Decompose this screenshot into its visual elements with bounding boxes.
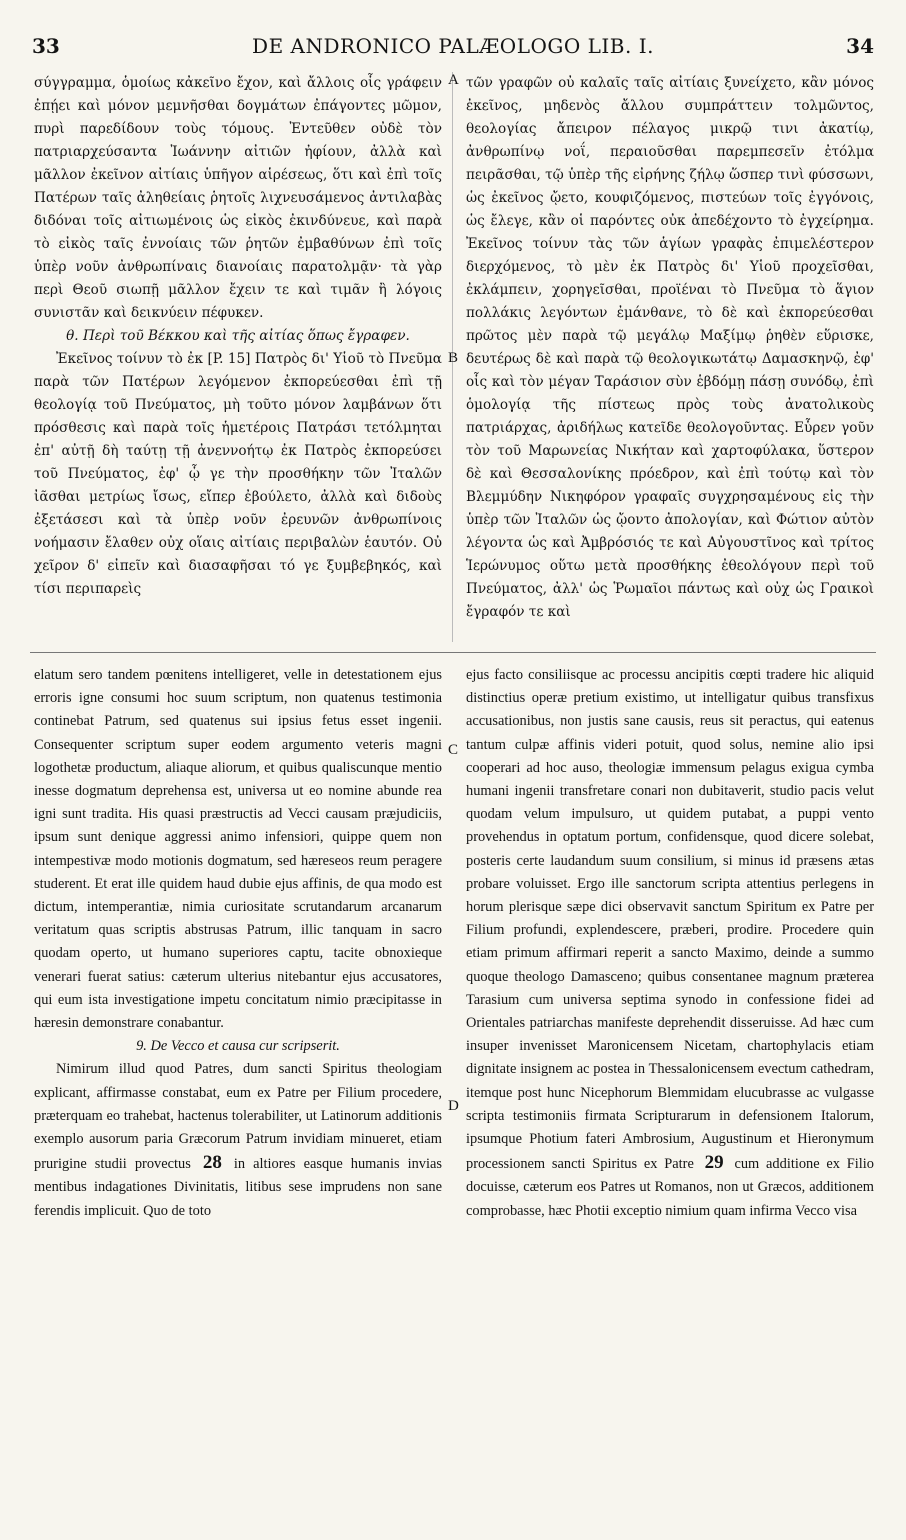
page-number-left: 33: [32, 34, 60, 58]
greek-right-paragraph-1: τῶν γραφῶν οὐ καλαῖς ταῖς αἰτίαις ξυνείχετο, κἂν μόνος ἐκεῖνος, μηδενὸς ἄλλου συμπράττειν τολμῶντος, θεολογίας ἄπειρον πέλαγος μικρῷ τινι ἀκατίῳ, ἀνθρωπίνῳ νοΐ, περαιοῦσθαι παρεμπεσεῖν ἐτόλμα πειρᾶσθαι, τῷ ὑπὲρ τῆς εἰρήνης ζήλῳ ὥσπερ τινὶ φύσσωνι, ὡς ἐκεῖνος ᾤετο, κουφιζόμενος, πιστεύων τοῖς ἐγγόνοις, ὡς ἔλεγε, κἂν οἱ παρόντες οὐκ ἀπεδέχοντο τὸ ἐγχείρημα. Ἐκεῖνος τοίνυν τὰς τῶν ἁγίων γραφὰς ἐπιμελέστερον διερχόμενος, τὸ μὲν ἐκ Πατρὸς δι' Υἱοῦ προχεῖσθαι, ἐκλάμπειν, χορηγεῖσθαι, προϊέναι τὸ Πνεῦμα τὸ ἅγιον πολλάκις λεγόντων ἐμάνθανε, τὸ δὲ καὶ ἐκπορεύεσθαι πρῶτος μὲν παρὰ τῷ μεγάλῳ Μαξίμῳ ῥηθὲν εὕρισκε, δευτέρως δὲ καὶ παρὰ τῷ θεολογικωτάτῳ Δαμασκηνῷ, ἐφ' οἷς καὶ τὸν μέγαν Ταράσιον σὺν ἑβδόμῃ πάσῃ συνόδῳ, ἐπὶ ὁμολογίᾳ τῆς πίστεως πρὸς τοὺς ἀνατολικοὺς πατριάρχας, ἀριδήλως κατεῖδε θεολογοῦντας. Εὗρεν γοῦν τὸν τοῦ Μαρωνείας Νικήταν καὶ χαρτοφύλακα, ὕστερον δὲ καὶ Θεσσαλονίκης πρόεδρον, καὶ ἐπὶ τούτῳ καὶ τὸν Βλεμμύδην Νικηφόρον γραφαῖς συγχρησαμένους εἰς τὴν ὑπὲρ τῶν Ἰταλῶν ὡς ᾤοντο ἀπολογίαν, καὶ Φώτιον αὐτὸν λέγοντα ὡς καὶ Ἀμβρόσιός τε καὶ Αὐγουστῖνος καὶ τρίτος Ἱερώνυμος οὕτω μετὰ προσθήκης ἐθεολόγουν περὶ τοῦ Πνεύματος, ἀλλ' ὡς Ῥωμαῖοι πάντως καὶ οὐχ ὡς Γραικοὶ ἔγραφόν τε καὶ: [466, 75, 874, 620]
column-number-28: 28: [202, 1152, 222, 1174]
running-title: DE ANDRONICO PALÆOLOGO LIB. I.: [252, 34, 654, 58]
latin-left-paragraph-1: elatum sero tandem pœnitens intelligeret, velle in detestationem ejus erroris igne consumi hoc suum scriptum, non quatenus testimonia continebat Patrum, sed quatenus sui ipsius fetus esset ingenii. Consequenter scriptum super eodem argumento veteris magni logothetæ productum, aliaque aliorum, et quibus qualiscunque mentio inesse dogmatum deprehensa est, universa ut eo nomine abunde rea igni sunt tradita. His quasi præstructis ad Vecci causam præjudiciis, ipsum sunt denique aggressi animo infensiori, quippe quem non intempestivæ modo motionis dogmatum, sed hæreseos reum peragere studerent. Et erat ille quidem haud dubie ejus affinis, de qua modo est dictum, intemperantiæ, nimia curiositate scrutandarum arcanarum veritatum quas scriptis abstrusas Patrum, illic tanquam in sacro quodam operto, ut humano superiores captu, tacite obnoxieque venerari fuerat satius: cæterum ulterius nitebantur ejus accusatores, qui eum ista investigatione impetu concitatum nimio præcipitasse in hæresin demonstrare conabantur.: [34, 667, 442, 1032]
greek-left-paragraph-2: Ἐκεῖνος τοίνυν τὸ ἐκ [P. 15] Πατρὸς δι' Υἱοῦ τὸ Πνεῦμα παρὰ τῶν Πατέρων λεγόμενον ἐκπορεύεσθαι ἐπὶ τῇ θεολογίᾳ τοῦ Πνεύματος, μὴ τοῦτο μόνον λαμβάνων ὅτι πρόσθεσις καὶ παρὰ τοῖς ἡμετέροις Πατράσι τετόλμηται ἐπ' αὐτῇ δὴ ταύτῃ τῇ ἀνεννοήτῳ ἐκ Πατρὸς ἐκπορεύσει τοῦ Πνεύματος, ἐφ' ᾧ γε τὴν προσθήκην τῶν Ἰταλῶν ἰᾶσθαι μετρίως ἴσως, εἴπερ ἐβούλετο, ἀλλὰ καὶ διδοὺς ἐξετάσεσι καὶ τὰ ὑπὲρ νοῦν ἐρευνῶν ἀνθρωπίνοις νοήμασιν ἔλαθεν οὐχ οἵαις αἰτίαις περιβαλὼν ἑαυτόν. Οὐ χεῖρον δ' εἰπεῖν καὶ διασαφῆσαι τό γε ξυμβεβηκός, καὶ τίσι περιπαρεὶς: [34, 351, 442, 597]
margin-marker-d: D: [448, 1098, 459, 1114]
greek-left-paragraph-1: σύγγραμμα, ὁμοίως κἀκεῖνο ἔχον, καὶ ἄλλοις οἷς γράφειν ἐπῄει καὶ μόνον μεμνῆσθαι δογμάτων ἐπάγοντες μῶμον, πυρὶ παρεδίδουν τοὺς τόμους. Ἐντεῦθεν οὐδὲ τὸν πατριαρχεύσαντα Ἰωάννην αἰτιῶν ἠφίουν, ἀλλὰ καὶ μᾶλλον ἐκεῖνον αἰτίαις ὑπῆγον αἱρέσεως, ὅτι καὶ ἐπὶ τοῖς Πατέρων ταῖς ἀληθείαις ῥητοῖς λιχνευσάμενος ἀντιλαβὰς διδόναι τοῖς αἰτιωμένοις ὡς εἰκὸς ἐκινδύνευε, καὶ παρὰ τὸ εἰκὸς ταῖς ἐννοίαις τῶν ῥητῶν ἐμβαθύνων ἐπὶ τοῖς ὑπὲρ νοῦν ἀνθρωπίναις διανοίαις παρατολμᾷν· τὰ γὰρ περὶ Θεοῦ σιωπῇ μᾶλλον ἔχειν τε καὶ τιμᾶν ἢ λόγοις συνιστᾶν καὶ δεικνύειν πέφυκεν.: [34, 75, 442, 321]
latin-left-paragraph-2: [34, 1058, 442, 1222]
latin-left-paragraph-2a: Nimirum illud quod Patres, dum sancti Spiritus theologiam explicant, affirmasse constabat, eum ex Patre per Filium procedere, præterquam eo trahebat, hactenus tolerabiliter, ut Latinorum additionis exemplo ausorum paria Græcorum Patrum invidiam minueret, etiam prurigine studii provectus: [34, 1061, 442, 1173]
latin-right-column: [466, 664, 874, 1223]
margin-marker-b: B: [448, 350, 459, 366]
page-number-right: 34: [846, 34, 874, 58]
greek-left-column: [34, 72, 442, 601]
latin-right-paragraph-1b: cum additione ex Filio docuisse, cæterum eos Patres ut Romanos, non ut Græcos, additionem comprobasse, hæc Photii exceptio nimium quam infirma Vecco visa: [466, 1156, 874, 1219]
margin-marker-c: C: [448, 742, 459, 758]
latin-left-column: [34, 664, 442, 1223]
margin-marker-a: A: [448, 72, 459, 88]
greek-section-heading: θ. Περὶ τοῦ Βέκκου καὶ τῆς αἰτίας ὅπως ἔγραφεν.: [66, 328, 410, 344]
latin-left-paragraph-2b: in altiores easque humanis invias mentibus indagationes Divinitatis, litibus sese imprudens non sane ferendis implicuit. Quo de toto: [34, 1156, 442, 1219]
page-header: [30, 34, 876, 62]
greek-right-column: [466, 72, 874, 624]
latin-section-heading: 9. De Vecco et causa cur scripserit.: [136, 1038, 340, 1055]
latin-right-paragraph-1: [466, 664, 874, 1223]
column-number-29: 29: [704, 1152, 724, 1174]
section-divider: [30, 652, 876, 653]
latin-right-paragraph-1a: ejus facto consiliisque ac processu ancipitis cœpti tradere hic aliquid distinctius operæ pretium existimo, ut intelligatur quibus transfixus accusationibus, non justis sane causis, reus sit peractus, qui eatenus tantum culpæ affinis videri potuit, quod solus, nemine alio ipsi cooperari ad hoc auso, theologiæ immensum pelagus exigua cymba humani ingenii transfretare conari non dubitaverit, studio pacis velut quodam velum impulsuro, ut quidem putabat, a puppi vento provehendus in optatum portum, confidensque, quod dicere solebat, posteris certe laudandum suum consilium, si minus id præsens ætas probare voluisset. Ergo ille sanctorum scripta attentius perlegens in horum plerisque sæpe dici observavit sanctum Spiritum ex Patre per Filium profundi, explendescere, præberi, prodire. Procedere quin etiam primum affirmari reperit a sancto Maximo, deinde a summo quoque theologo Damasceno; quibus consentanee magnum præterea Tarasium cum universa septima synodo in confessione fidei ad Orientales patriarchas manifeste deprehendit disseruisse. Ad hæc cum insuper invenisset Maronicensem Nicetam, chartophylacis etiam dignitate insignem ac postea in Thessalonicensem evectum cathedram, itemque post hunc Nicephorum Blemmidam elucubrasse ac vulgasse scripta testimoniis firmata Scripturarum in defensionem Italorum, ipsumque Photium fateri Ambrosium, Augustinum et Hieronymum processionem sancti Spiritus ex Patre: [466, 667, 874, 1173]
